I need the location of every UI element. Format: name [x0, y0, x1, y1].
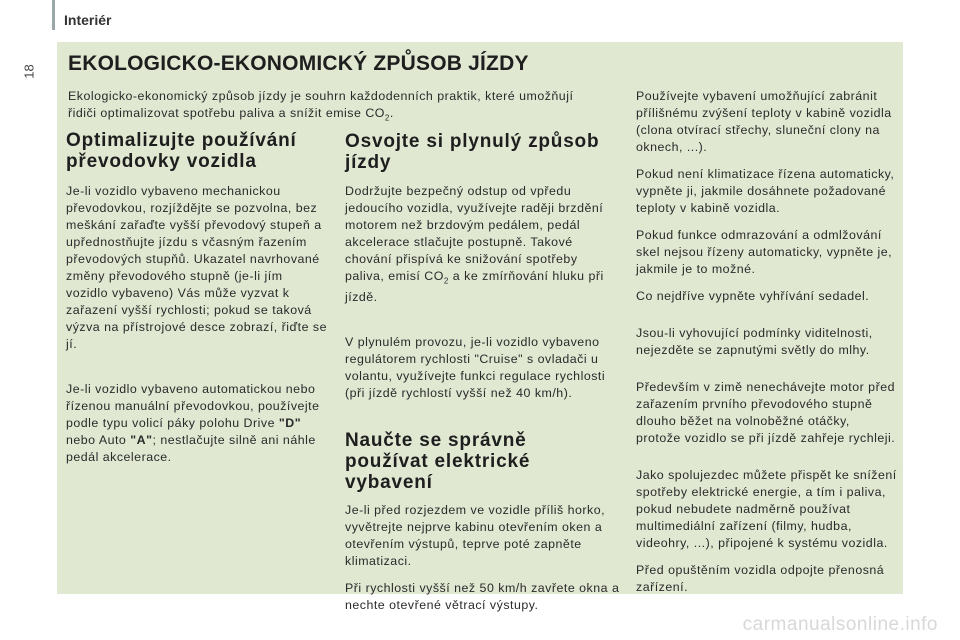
- heading-smooth-driving: Osvojte si plynulý způsob jízdy: [345, 131, 600, 173]
- paragraph-portable-devices: Před opuštěním vozidla odpojte přenosná zařízení.: [636, 563, 885, 594]
- heading-gearbox: Optimalizujte používání převodovky vozidla: [66, 130, 297, 172]
- subscript: 2: [443, 276, 449, 286]
- page-number: 18: [21, 64, 37, 79]
- paragraph-seat-heating: Co nejdříve vypněte vyhřívání sedadel.: [636, 289, 870, 303]
- intro-paragraph: [68, 88, 598, 126]
- paragraph-manual-gearbox: Je-li vozidlo vybaveno mechanickou převodovkou, rozjíždějte se pozvolna, bez meškání zařaďte vyšší převodový stupeň a upřednostňujte jízdu s včasným řazením převodových stupňů. Ukazatel navrhované změny převodového stupně (je-li jím vozidlo vybaveno) Vás může vyzvat k zařazení vyšší rychlosti; pokud se taková výzva na přístrojové desce zobrazí, řiďte se jí.: [66, 184, 328, 351]
- column-driving: [345, 131, 620, 624]
- column-gearbox: [66, 130, 328, 476]
- section-marker-bar: [52, 0, 55, 30]
- auto-label: "A": [130, 433, 153, 447]
- intro-text: Ekologicko-ekonomický způsob jízdy je souhrn každodenních praktik, které umožňují řidiči optimalizovat spotřebu paliva a snížit emise CO: [68, 89, 574, 120]
- paragraph-ventilation: Je-li před rozjezdem ve vozidle příliš horko, vyvětrejte nejprve kabinu otevřením oken a otevřením výstupů, teprve poté zapněte klimatizaci.: [345, 503, 606, 569]
- watermark: carmanualsonline.info: [742, 614, 938, 635]
- paragraph-cruise-control: V plynulém provozu, je-li vozidlo vybaveno regulátorem rychlosti "Cruise" s ovladači u volantu, využívejte funkci regulace rychlosti (při jízdě rychlostí vyšší než 40 km/h).: [345, 335, 606, 401]
- text: ; nestlačujte silně ani náhle pedál akcelerace.: [66, 433, 316, 464]
- text: a ke zmírňování hluku při jízdě.: [345, 269, 604, 305]
- intro-text-end: .: [389, 106, 394, 120]
- page-title: EKOLOGICKO-EKONOMICKÝ ZPŮSOB JÍZDY: [68, 52, 529, 75]
- text: nebo Auto: [66, 433, 131, 447]
- intro-subscript: 2: [384, 113, 390, 123]
- paragraph-multimedia: Jako spolujezdec můžete přispět ke snížení spotřeby elektrické energie, a tím i paliva, pokud nebudete nadměrně používat multimediální zařízení (filmy, hudba, videohry, ...), připojené k systému vozidla.: [636, 468, 897, 550]
- column-equipment: [636, 88, 898, 606]
- paragraph-air-conditioning: Pokud není klimatizace řízena automaticky, vypněte ji, jakmile dosáhnete požadované teploty v kabině vozidla.: [636, 167, 895, 215]
- heading-electrical-equipment: Naučte se správně používat elektrické vybavení: [345, 430, 531, 494]
- paragraph-engine-warmup: Především v zimě nenechávejte motor před zařazením prvního převodového stupně dlouho běžet na volnoběžné otáčky, protože vozidlo se při jízdě zahřeje rychleji.: [636, 380, 896, 445]
- section-label: Interiér: [64, 12, 112, 28]
- paragraph-automatic-gearbox: [66, 381, 328, 466]
- paragraph-windows: Při rychlosti vyšší než 50 km/h zavřete okna a nechte otevřené větrací výstupy.: [345, 581, 620, 613]
- paragraph-shades: Používejte vybavení umožňující zabránit přílišnému zvýšení teploty v kabině vozidla (clona otvírací střechy, sluneční clony na oknech, ...).: [636, 89, 892, 154]
- text: Dodržujte bezpečný odstup od vpředu jedoucího vozidla, využívejte raději brzdění motorem než brzdovým pedálem, pedál akcelerace stlačujte postupně. Takové chování přispívá ke snižování spotřeby paliva, emisí CO: [345, 184, 604, 283]
- text: Je-li vozidlo vybaveno automatickou nebo řízenou manuální převodovkou, používejte podle typu volicí páky polohu Drive: [66, 382, 320, 430]
- drive-label: "D": [278, 416, 302, 430]
- paragraph-fog-lights: Jsou-li vyhovující podmínky viditelnosti, nejezděte se zapnutými světly do mlhy.: [636, 326, 873, 357]
- paragraph-demisting: Pokud funkce odmrazování a odmlžování skel nejsou řízeny automaticky, vypněte je, jakmile je to možné.: [636, 228, 893, 276]
- paragraph-smooth-driving: [345, 183, 620, 306]
